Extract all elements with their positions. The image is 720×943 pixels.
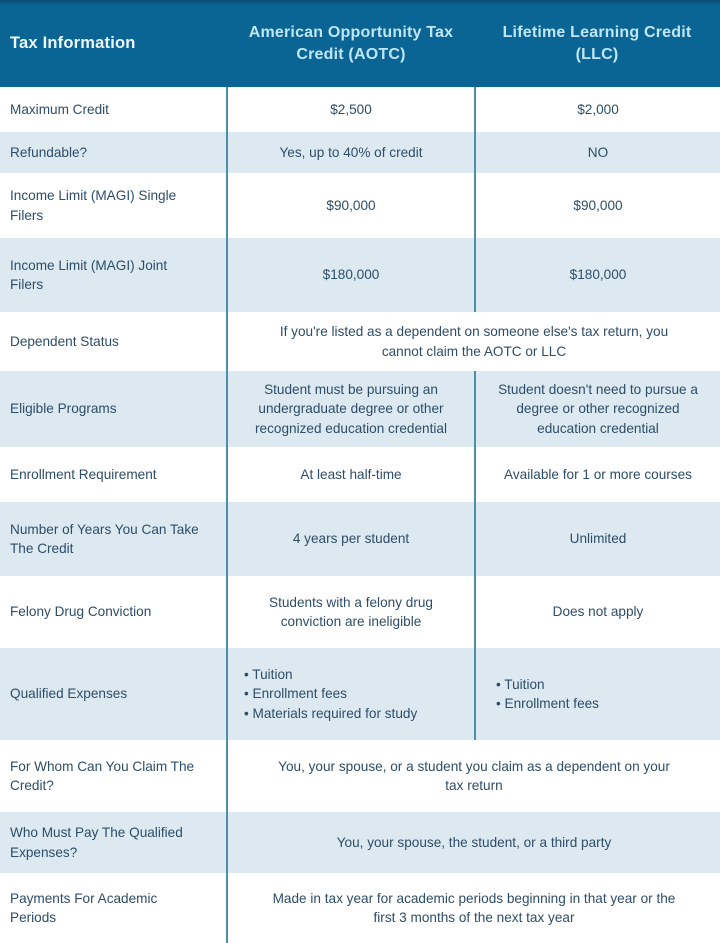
span-value-cell: You, your spouse, the student, or a third party <box>336 834 612 850</box>
llc-cell <box>474 648 720 740</box>
row-label: Dependent Status <box>0 312 228 371</box>
row-label: Refundable? <box>0 132 228 173</box>
table-row <box>0 812 720 873</box>
row-label: Eligible Programs <box>0 371 228 447</box>
aotc-cell <box>228 648 474 740</box>
llc-cell: Student doesn't need to pursue a degree or other recognized education credential <box>474 371 720 447</box>
aotc-cell: Student must be pursuing an undergraduate degree or other recognized education credential <box>255 382 447 436</box>
llc-cell: Does not apply <box>474 576 720 648</box>
row-label: Qualified Expenses <box>0 648 228 740</box>
table-row <box>0 576 720 648</box>
bullet-item: • Enrollment fees <box>244 686 347 702</box>
aotc-cell: Students with a felony drug conviction are ineligible <box>269 594 433 629</box>
aotc-cell: 4 years per student <box>292 531 410 547</box>
header-tax-information: Tax Information <box>10 34 136 53</box>
table-body <box>0 87 720 943</box>
table-row <box>0 238 720 312</box>
table-row <box>0 173 720 238</box>
table-row <box>0 312 720 371</box>
aotc-cell: At least half-time <box>300 466 402 482</box>
table-row <box>0 371 720 447</box>
header-llc-column: Lifetime Learning Credit (LLC) <box>502 23 692 63</box>
llc-cell: $90,000 <box>474 173 720 238</box>
span-value-cell: Made in tax year for academic periods beginning in that year or the first 3 months of the next tax year <box>272 890 676 925</box>
row-label: Income Limit (MAGI) Joint Filers <box>0 238 228 312</box>
row-label: Maximum Credit <box>0 87 228 132</box>
row-label: Payments For Academic Periods <box>0 873 228 943</box>
table-row <box>0 648 720 740</box>
table-row <box>0 873 720 943</box>
bullet-item: • Materials required for study <box>244 705 418 721</box>
row-label: Felony Drug Conviction <box>0 576 228 648</box>
row-label: Income Limit (MAGI) Single Filers <box>0 173 228 238</box>
row-label: Who Must Pay The Qualified Expenses? <box>0 812 228 873</box>
bullet-item: • Tuition <box>244 667 293 683</box>
aotc-cell: Yes, up to 40% of credit <box>279 144 423 160</box>
aotc-cell: $2,500 <box>330 101 372 117</box>
table-header-row <box>0 0 720 87</box>
span-value-cell: If you're listed as a dependent on someone else's tax return, you cannot claim the AOTC or LLC <box>279 324 669 359</box>
table-row <box>0 87 720 132</box>
llc-cell: Unlimited <box>474 502 720 576</box>
row-label: For Whom Can You Claim The Credit? <box>0 740 228 812</box>
llc-cell: $180,000 <box>474 238 720 312</box>
table-row <box>0 132 720 173</box>
llc-cell: NO <box>474 132 720 173</box>
table-row <box>0 447 720 502</box>
row-label: Number of Years You Can Take The Credit <box>0 502 228 576</box>
llc-cell: Available for 1 or more courses <box>474 447 720 502</box>
table-row <box>0 502 720 576</box>
header-aotc-column: American Opportunity Tax Credit (AOTC) <box>248 23 454 63</box>
table-row <box>0 740 720 812</box>
row-label: Enrollment Requirement <box>0 447 228 502</box>
bullet-item: • Tuition <box>496 676 545 692</box>
aotc-cell: $90,000 <box>326 197 376 213</box>
aotc-cell: $180,000 <box>322 267 380 283</box>
span-value-cell: You, your spouse, or a student you claim as a dependent on your tax return <box>278 758 670 793</box>
llc-cell: $2,000 <box>474 87 720 132</box>
bullet-item: • Enrollment fees <box>496 696 599 711</box>
